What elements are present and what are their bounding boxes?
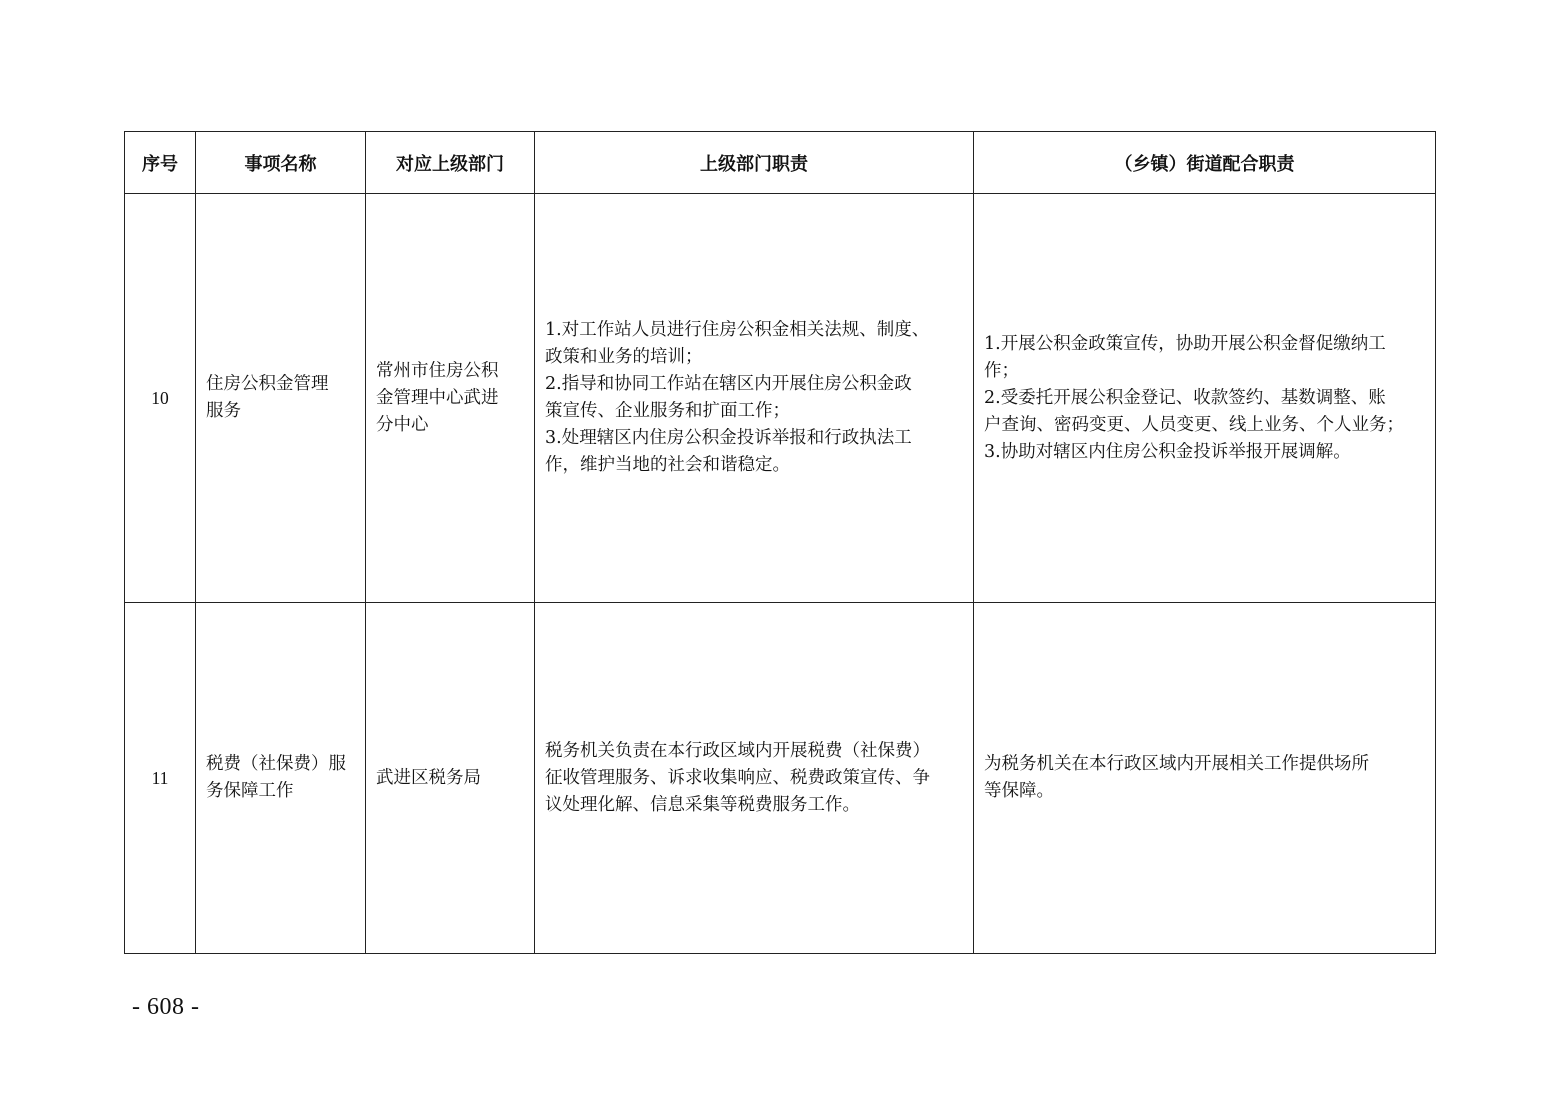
table-header-row: [125, 132, 1436, 194]
text-line: 3.处理辖区内住房公积金投诉举报和行政执法工: [545, 428, 912, 448]
text-line: 务保障工作: [206, 781, 294, 801]
text-line: 作，维护当地的社会和谐稳定。: [545, 455, 790, 475]
cell-upper-duties: [535, 194, 974, 603]
text-line: 户查询、密码变更、人员变更、线上业务、个人业务；: [984, 414, 1404, 435]
duties-table: [124, 131, 1436, 954]
text-line: 常州市住房公积: [376, 360, 499, 381]
text-line: 1.开展公积金政策宣传，协助开展公积金督促缴纳工: [984, 333, 1386, 354]
cell-seq: 10: [125, 194, 196, 603]
table-row: [125, 603, 1436, 954]
text-line: 金管理中心武进: [376, 387, 499, 408]
text-line: 议处理化解、信息采集等税费服务工作。: [545, 794, 860, 815]
text-line: 2.受委托开展公积金登记、收款签约、基数调整、账: [984, 387, 1386, 408]
text-line: 税务机关负责在本行政区域内开展税费（社保费）: [545, 740, 930, 761]
text-line: 策宣传、企业服务和扩面工作；: [545, 401, 790, 421]
cell-item-name: [196, 194, 366, 603]
cell-department: [366, 603, 535, 954]
header-seq: 序号: [125, 132, 196, 194]
text-line: 税费（社保费）服: [206, 754, 346, 774]
cell-seq: 11: [125, 603, 196, 954]
cell-upper-duties: [535, 603, 974, 954]
cell-street-duties: [974, 603, 1436, 954]
cell-department: [366, 194, 535, 603]
text-line: 1.对工作站人员进行住房公积金相关法规、制度、: [545, 320, 930, 340]
text-line: 为税务机关在本行政区域内开展相关工作提供场所: [984, 754, 1369, 774]
text-line: 政策和业务的培训；: [545, 347, 703, 367]
text-line: 服务: [206, 401, 241, 421]
text-line: 等保障。: [984, 781, 1054, 801]
text-line: 住房公积金管理: [206, 374, 329, 394]
table-row: [125, 194, 1436, 603]
text-line: 武进区税务局: [376, 767, 481, 788]
text-line: 2.指导和协同工作站在辖区内开展住房公积金政: [545, 374, 912, 394]
cell-street-duties: [974, 194, 1436, 603]
text-line: 3.协助对辖区内住房公积金投诉举报开展调解。: [984, 441, 1351, 462]
page-number: - 608 -: [132, 994, 200, 1020]
header-item-name: 事项名称: [196, 132, 366, 194]
text-line: 作；: [984, 360, 1019, 381]
header-department: 对应上级部门: [366, 132, 535, 194]
header-street-duties: （乡镇）街道配合职责: [974, 132, 1436, 194]
cell-item-name: [196, 603, 366, 954]
header-upper-duties: 上级部门职责: [535, 132, 974, 194]
text-line: 征收管理服务、诉求收集响应、税费政策宣传、争: [545, 767, 930, 788]
text-line: 分中心: [376, 414, 429, 435]
